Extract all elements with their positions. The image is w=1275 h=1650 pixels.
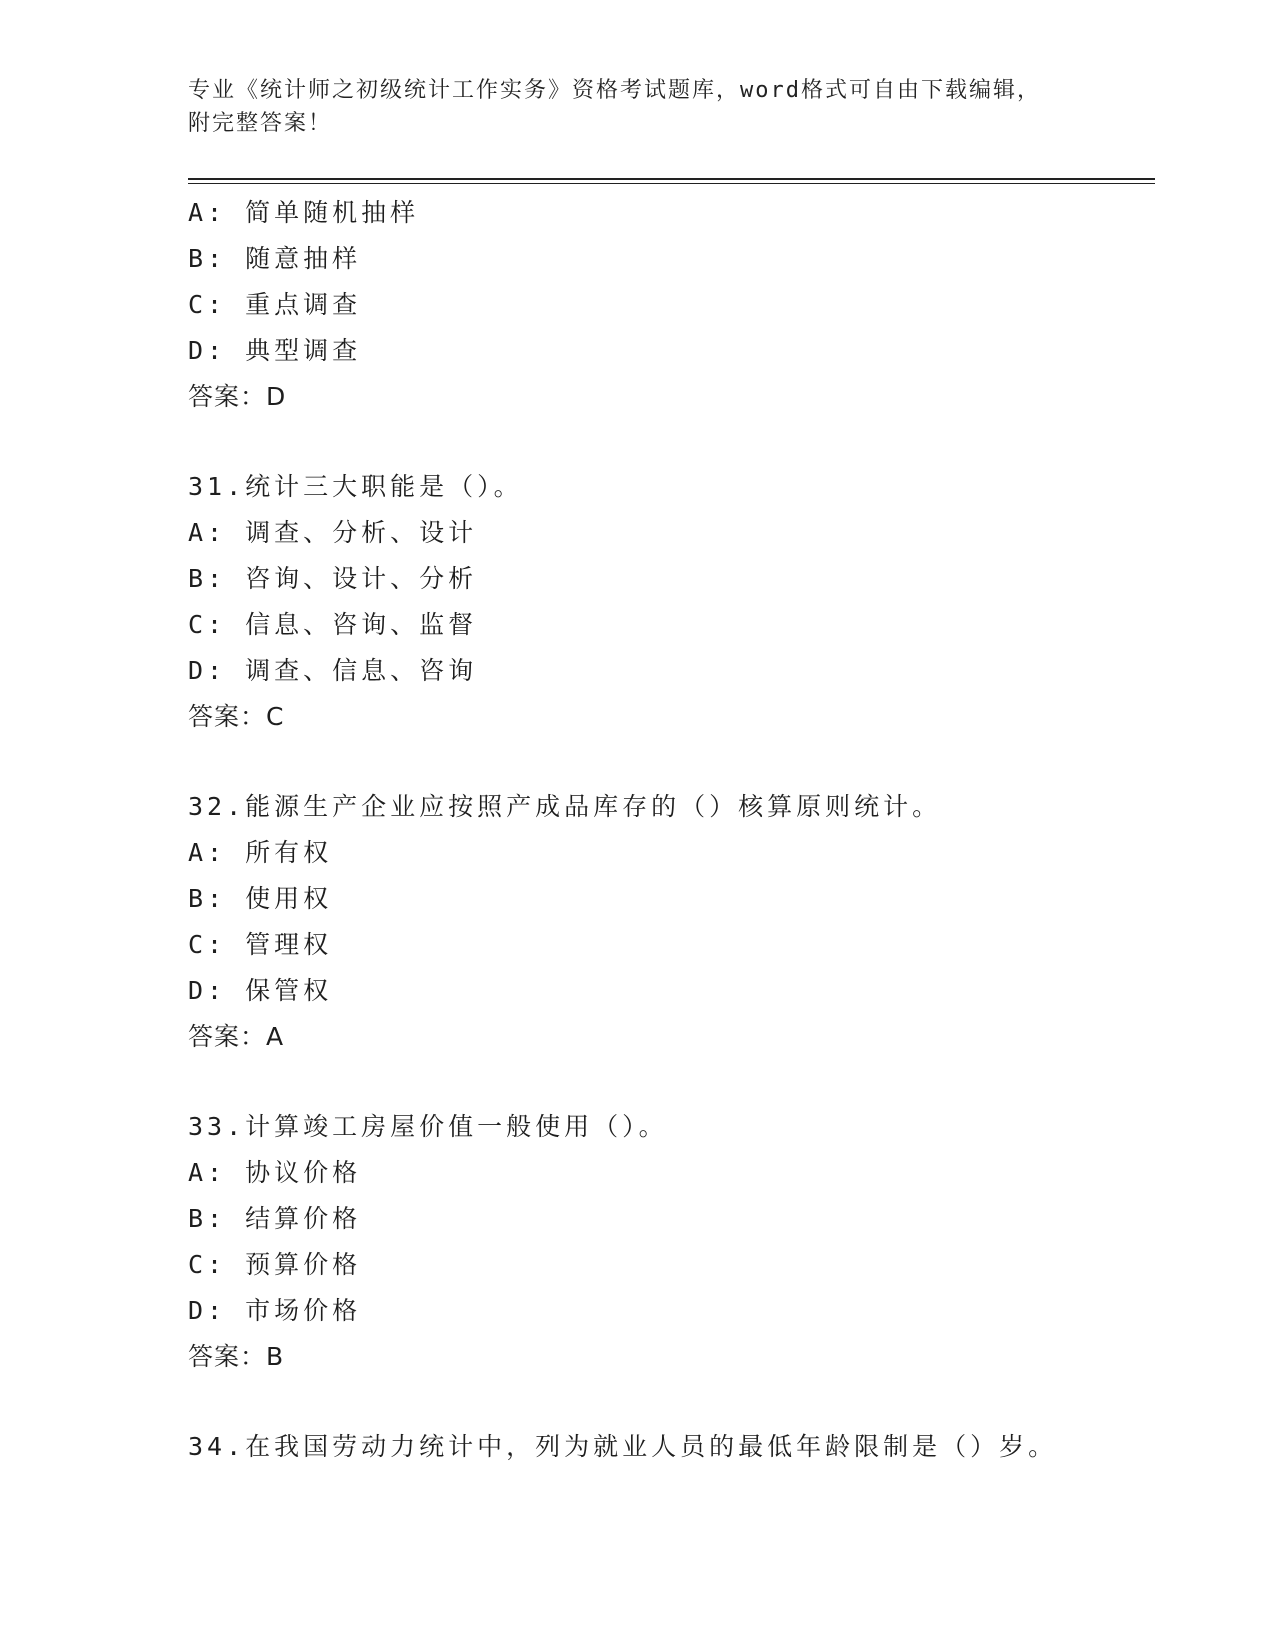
option-b: B: 随意抽样: [188, 244, 362, 273]
option-d: D: 典型调查: [188, 336, 362, 365]
question-block-33: [188, 1104, 1155, 1380]
option-c: C: 重点调查: [188, 290, 362, 319]
question-text: 34.在我国劳动力统计中，列为就业人员的最低年龄限制是（）岁。: [188, 1432, 1058, 1461]
option-d: D: 调查、信息、咨询: [188, 656, 478, 685]
answer-line: 答案：C: [188, 702, 285, 731]
spacer: [188, 1380, 1155, 1424]
question-block-30: [188, 190, 1155, 420]
header-line-1: 专业《统计师之初级统计工作实务》资格考试题库，word格式可自由下载编辑，: [188, 78, 1041, 103]
header-divider-thin: [188, 183, 1155, 184]
question-block-31: [188, 464, 1155, 740]
header-divider-thick: [188, 178, 1155, 180]
option-c: C: 信息、咨询、监督: [188, 610, 478, 639]
option-b: B: 结算价格: [188, 1204, 362, 1233]
option-c: C: 管理权: [188, 930, 333, 959]
question-block-34: [188, 1424, 1155, 1470]
spacer: [188, 420, 1155, 464]
answer-line: 答案：B: [188, 1342, 285, 1371]
option-b: B: 使用权: [188, 884, 333, 913]
header-line-2: 附完整答案！: [188, 111, 333, 136]
answer-line: 答案：A: [188, 1022, 285, 1051]
option-a: A: 所有权: [188, 838, 333, 867]
spacer: [188, 1060, 1155, 1104]
spacer: [188, 740, 1155, 784]
option-d: D: 保管权: [188, 976, 333, 1005]
document-header: [188, 74, 1088, 140]
option-a: A: 协议价格: [188, 1158, 362, 1187]
option-a: A: 调查、分析、设计: [188, 518, 478, 547]
question-text: 32.能源生产企业应按照产成品库存的（）核算原则统计。: [188, 792, 942, 821]
option-a: A: 简单随机抽样: [188, 198, 420, 227]
question-block-32: [188, 784, 1155, 1060]
answer-line: 答案：D: [188, 382, 287, 411]
option-b: B: 咨询、设计、分析: [188, 564, 478, 593]
question-text: 33.计算竣工房屋价值一般使用（）。: [188, 1112, 668, 1141]
option-d: D: 市场价格: [188, 1296, 362, 1325]
question-list: [188, 190, 1155, 1470]
question-text: 31.统计三大职能是（）。: [188, 472, 523, 501]
option-c: C: 预算价格: [188, 1250, 362, 1279]
